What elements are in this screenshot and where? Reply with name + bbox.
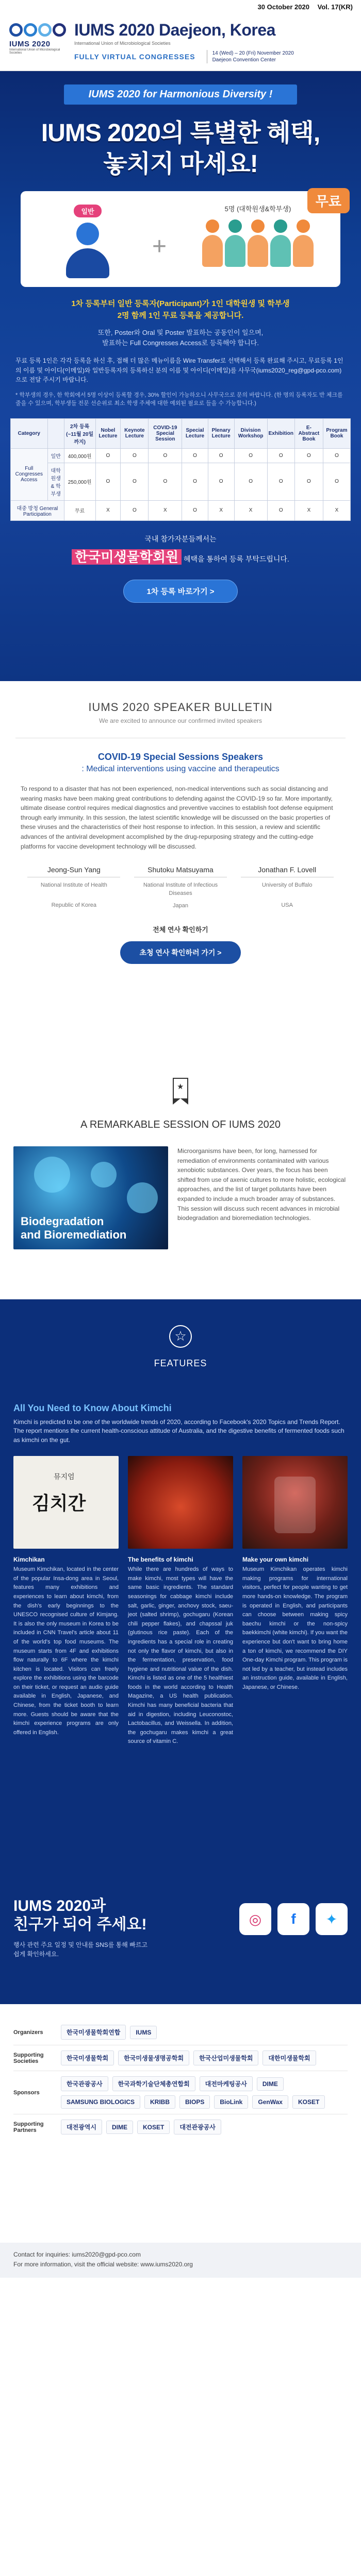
registration-fee-table	[10, 418, 351, 521]
logo-subtext: International Union of Microbiological Societies	[9, 48, 60, 55]
sponsor-logo[interactable]: 대전광역시	[61, 2120, 102, 2134]
promo-line-c: 또한, Poster와 Oral 및 Poster 발표하는 공동인이 일으며,	[97, 329, 264, 336]
promo-line-d: 발표하는 Full Congresses Access로 등록해야 합니다.	[102, 338, 259, 347]
social-title-line2: 친구가 되어 주세요!	[13, 1916, 147, 1933]
iums-logo[interactable]	[9, 20, 67, 64]
table-cell-mark: X	[95, 500, 121, 520]
table-cell-mark: O	[149, 448, 182, 463]
features-section	[0, 1299, 361, 2004]
twitter-icon[interactable]: ✦	[316, 1903, 348, 1935]
speaker-org: University of Buffalo	[261, 882, 313, 889]
remarkable-session	[0, 1042, 361, 1299]
member-claim	[0, 533, 361, 568]
kimchi-column-text: While there are hundreds of ways to make kimchi, most types will have the same basic ingredients. The standard seasonings for cabbage kimchi include salt, garlic, ginger, anchovy stock, saeu-jeot (salted shrimp), gochugaru (Korean chili pepper flakes), and chapssal juk (glutinous rice paste). Each of the ingredients has a special role in creating not only the flavor of kimchi, but also in the fermentation, preservation, food hygiene and nutritional value of the dish. Kimchi is listed as one of the 5 healthiest foods in the world according to Health Magazine, a US health publication. Kimchi has many beneficial bacteria that aid in digestion, including Leuconostoc, Lactobacillus, and Weissella. In addition, the gochugaru makes kimchi a great source of vitamin C.	[128, 1566, 233, 1745]
social-icons	[239, 1903, 348, 1935]
sponsor-row-label: Supporting Societies	[13, 2052, 44, 2064]
sponsor-logo[interactable]: GenWax	[252, 2095, 288, 2109]
header	[0, 13, 361, 71]
table-header: Exhibition	[267, 418, 294, 448]
bulletin-heading-sub: : Medical interventions using vaccine and therapeutics	[81, 765, 280, 773]
kimchi-column-title: The benefits of kimchi	[128, 1556, 193, 1564]
page-title: IUMS 2020 Daejeon, Korea	[74, 21, 275, 39]
table-header	[47, 418, 64, 448]
speaker-card	[134, 866, 227, 909]
sponsor-row	[13, 2071, 348, 2114]
kimchi-column-text: Museum Kimchikan operates kimchi making programs for international visitors, perfect for people wanting to get more hands-on knowledge. The program is operated in English, and participants can choose between making spicy baechu kimchi or the non-spicy baekkimchi (white kimchi). If you want the experience but don't want to bring home a ton of kimchi, we recommend the DIY One-day Kimchi program. This program is not led by a teacher, but instead includes an instruction guide, available in English, Japanese, or Chinese.	[242, 1566, 348, 1690]
event-dates-line1: 14 (Wed) – 20 (Fri) November 2020	[212, 50, 294, 56]
speaker-card	[241, 866, 334, 909]
footer-contact[interactable]: Contact for inquiries: iums2020@gpd-pco.com	[13, 2251, 141, 2258]
table-cell-mark: O	[95, 448, 121, 463]
kimchi-jar-image[interactable]	[242, 1456, 348, 1549]
promo-card	[21, 191, 340, 287]
promo-sub-lines	[0, 328, 361, 348]
header-info	[67, 21, 352, 63]
sponsor-logo[interactable]: KOSET	[137, 2121, 170, 2134]
plus-icon: +	[152, 233, 167, 260]
speaker-card	[27, 866, 120, 909]
table-header: COVID-19 Special Session	[149, 418, 182, 448]
social-text-line2: 쉽게 확인하세요.	[13, 1951, 59, 1958]
table-header: Division Workshop	[234, 418, 267, 448]
table-row	[11, 463, 351, 500]
table-cell-mark: O	[208, 463, 234, 500]
table-cell-mark: O	[182, 448, 208, 463]
sponsor-row-label: Organizers	[13, 2029, 43, 2036]
biodegradation-image[interactable]	[13, 1146, 168, 1249]
kimchi-columns	[13, 1456, 348, 1747]
table-cell-mark: O	[208, 448, 234, 463]
logo-rings-icon	[9, 23, 67, 37]
table-cell-mark: O	[234, 463, 267, 500]
event-venue: Daejeon Convention Center	[212, 57, 276, 63]
image-caption-line2: and Bioremediation	[21, 1228, 127, 1241]
speaker-country: Republic of Korea	[51, 902, 97, 909]
sponsor-row-label: Supporting Partners	[13, 2121, 44, 2133]
speaker-name: Shutoku Matsuyama	[134, 866, 227, 877]
table-cell-category: Full Congresses Access	[11, 448, 48, 500]
promo-general	[41, 205, 134, 278]
sponsor-row	[13, 2114, 348, 2140]
member-claim-line1: 국내 참가자분들께서는	[144, 534, 217, 543]
image-caption-line1: Biodegradation	[21, 1215, 104, 1228]
social-text-line1: 행사 관련 주요 일정 및 안내를 SNS를 통해 빠르고	[13, 1941, 148, 1948]
fully-virtual-label: FULLY VIRTUAL CONGRESSES	[74, 53, 195, 61]
kimchi-column	[128, 1456, 233, 1747]
table-cell-mark: X	[149, 500, 182, 520]
speaker-name: Jeong-Sun Yang	[27, 866, 120, 877]
promo-students	[186, 204, 330, 268]
table-cell-mark: O	[182, 463, 208, 500]
instagram-icon[interactable]: ◎	[239, 1903, 271, 1935]
table-cell-mark: O	[121, 448, 149, 463]
logo-text: IUMS 2020	[9, 39, 51, 48]
table-header: Plenary Lecture	[208, 418, 234, 448]
speaker-bulletin	[0, 681, 361, 1042]
date-strip	[0, 0, 361, 13]
sponsor-logo[interactable]: BIOPS	[179, 2095, 210, 2109]
table-cell-mark: O	[267, 448, 294, 463]
sponsor-logo[interactable]: KOSET	[292, 2095, 325, 2109]
table-cell-mark: O	[121, 463, 149, 500]
hero-ribbon: IUMS 2020 for Harmonious Diversity !	[64, 84, 298, 105]
bulletin-body: To respond to a disaster that has not been experienced, non-medical interventions such as social distancing and wearing masks have been making great contributions to defending against the COVID-19 so far. More importantly, ultimate disease control requires medical diagnostics and preventive vaccines to establish foot defense equipment through early immunity. In this session, the latest scientific knowledge will be discussed on the basic properties of these viruses and the characteristics of their host response to infection. In this session, a review and scientific advances of the antiviral development accomplished by the drug-repurposing strategy and the cutting-edge platforms for vaccine development technology will be discussed.	[21, 785, 333, 850]
table-cell-mark: O	[323, 448, 350, 463]
table-cell-mark: O	[294, 463, 323, 500]
kimchi-column	[242, 1456, 348, 1747]
promo-highlight	[0, 298, 361, 321]
table-header: Special Lecture	[182, 418, 208, 448]
promo-notes: * 학부생의 경우, 한 학회에서 5명 이상이 등록할 경우, 30% 할인이 가능하오니 사무국으로 문의 바랍니다. (한 명의 등록자도 반 체크를 줄을 수 있으며, 학부생들 전문 선순위로 최소 학생 주체에 대한 예외된 필요로 들을 수 가능합니다.)	[15, 392, 343, 407]
issue-date: 30 October 2020	[257, 3, 309, 11]
promo-line-b: 2명 함께 1인 무료 등록을 제공합니다.	[117, 311, 244, 320]
kimchi-column-title: Make your own kimchi	[242, 1556, 309, 1564]
bulletin-heading: COVID-19 Special Sessions Speakers	[97, 752, 264, 762]
sponsor-logo[interactable]: IUMS	[130, 2026, 157, 2039]
facebook-icon[interactable]: f	[277, 1903, 309, 1935]
table-cell-mark: O	[182, 500, 208, 520]
table-header: 2차 등록 (~11월 20일까지)	[64, 418, 95, 448]
remark-title: A REMARKABLE SESSION OF IUMS 2020	[80, 1119, 281, 1130]
table-cell-mark: X	[323, 500, 350, 520]
sponsor-logo[interactable]: 한국관광공사	[61, 2076, 108, 2091]
general-badge: 일반	[74, 205, 101, 217]
kimchi-column-text: Museum Kimchikan, located in the center of the popular Insa-dong area in Seoul, features many exhibitions and experiences to learn about kimchi, from the dish's early beginnings to the UNESCO recognised culture of Kimjang. It is also the only museum in Korea to be included in CNN Travel's article about 11 of the world's top food museums. The museum starts from 4F and exhibitions flow naturally to 6F where the kimchi kitchen is located. Visitors can freely explore the exhibitions using the barcode on their ticket, or request an audio guide available in English, Japanese, and Chinese, from the ticket booth to learn more. Guests should be aware that the kimchi experience programs are only offered in English.	[13, 1566, 119, 1736]
features-label: FEATURES	[154, 1358, 207, 1368]
bookmark-star-icon: ★	[173, 1078, 188, 1098]
table-cell-price: 무료	[64, 500, 95, 520]
table-cell-mark: X	[294, 500, 323, 520]
kimchi-heading: All You Need to Know About Kimchi	[13, 1403, 172, 1413]
promo-hero	[0, 71, 361, 681]
speaker-name: Jonathan F. Lovell	[241, 866, 334, 877]
kimchikan-image[interactable]	[13, 1456, 119, 1549]
event-dates	[207, 50, 294, 63]
sponsor-row-label: Sponsors	[13, 2089, 40, 2096]
table-cell-mark: O	[121, 500, 149, 520]
kimchi-column-title: Kimchikan	[13, 1556, 45, 1564]
table-cell-mark: O	[149, 463, 182, 500]
register-button[interactable]: 1차 등록 바로가기 >	[123, 580, 237, 603]
sponsor-logo[interactable]: 한국미생물학회	[61, 2050, 114, 2065]
kimchi-column	[13, 1456, 119, 1747]
sponsor-logo[interactable]: DIME	[257, 2077, 284, 2091]
table-cell-mark: O	[267, 500, 294, 520]
sponsor-logo[interactable]: SAMSUNG BIOLOGICS	[61, 2095, 140, 2109]
bulletin-subtitle: We are excited to announce our confirmed invited speakers	[99, 717, 262, 724]
sponsor-logo[interactable]: 대전마케팅공사	[200, 2076, 253, 2091]
table-cell-mark: X	[234, 500, 267, 520]
sponsor-row	[13, 2045, 348, 2071]
table-header: Nobel Lecture	[95, 418, 121, 448]
table-cell-mark: O	[323, 463, 350, 500]
sponsors-section	[0, 2004, 361, 2243]
kimchikan-image-text: 김치간	[32, 1493, 86, 1515]
students-label: 5명 (대학원생&학부생)	[224, 205, 291, 213]
table-header: Program Book	[323, 418, 350, 448]
table-cell-mark: O	[234, 448, 267, 463]
table-header: Category	[11, 418, 48, 448]
image-caption	[21, 1215, 126, 1241]
kimchi-intro: Kimchi is predicted to be one of the worldwide trends of 2020, according to Facebook's 2020 Topics and Trends Report. The report mentions the current health-conscious attitude of Australia, and the digestive benefits of fermented foods such as kimchi on the gut.	[13, 1418, 344, 1444]
social-section	[0, 1897, 361, 1959]
table-cell-sub: 대학원생 & 학부생	[47, 463, 64, 500]
promo-line-a: 1차 등록부터 일반 등록자(Participant)가 1인 대학원생 및 학부생	[71, 299, 290, 308]
all-speakers-label: 전체 연사 확인하기	[153, 925, 208, 934]
issue-volume: Vol. 17(KR)	[317, 3, 353, 11]
social-text	[13, 1940, 348, 1959]
sponsor-logo[interactable]: 대전관광공사	[174, 2120, 221, 2134]
table-header: E-Abstract Book	[294, 418, 323, 448]
footer	[0, 2243, 361, 2278]
bulletin-title: IUMS 2020 SPEAKER BULLETIN	[88, 701, 273, 714]
sponsor-logo[interactable]: 한국산업미생물학회	[193, 2050, 258, 2065]
table-row	[11, 500, 351, 520]
hero-headline-line1: IUMS 2020의 특별한 혜택,	[41, 120, 320, 147]
speaker-country: USA	[281, 902, 293, 909]
member-claim-line2: 혜택을 통하여 등록 부탁드립니다.	[183, 554, 289, 563]
speaker-country: Japan	[172, 902, 188, 909]
star-icon: ☆	[169, 1325, 192, 1348]
footer-website[interactable]: For more information, visit the official website: www.iums2020.org	[13, 2261, 193, 2268]
sponsor-logo[interactable]: 한국미생물학회연합	[61, 2025, 126, 2040]
table-cell-sub: 일반	[47, 448, 64, 463]
sponsor-row	[13, 2020, 348, 2045]
social-title-line1: IUMS 2020과	[13, 1897, 106, 1914]
header-subline: International Union of Microbiological Societies	[74, 41, 171, 46]
sponsor-logo[interactable]: KRIBB	[144, 2095, 175, 2109]
sponsor-logo[interactable]: 한국과학기술단체총연합회	[112, 2076, 195, 2091]
table-cell-price: 400,000원	[64, 448, 95, 463]
table-row	[11, 448, 351, 463]
sponsor-logo[interactable]: DIME	[106, 2121, 133, 2134]
person-icon	[66, 223, 109, 278]
speaker-org: National Institute of Health	[40, 882, 107, 889]
kimchi-dish-image[interactable]	[128, 1456, 233, 1549]
member-claim-highlight: 한국미생물학회원	[72, 549, 182, 565]
sponsor-logo[interactable]: BioLink	[214, 2095, 248, 2109]
table-header-row	[11, 418, 351, 448]
table-cell-category: 대중 방청 General Participation	[11, 500, 64, 520]
hero-headline-line2: 놓치지 마세요!	[103, 150, 258, 178]
view-speakers-button[interactable]: 초청 연사 확인하러 가기 >	[120, 941, 241, 964]
table-header: Keynote Lecture	[121, 418, 149, 448]
table-cell-mark: O	[267, 463, 294, 500]
students-group-icon	[186, 219, 330, 268]
table-cell-mark: O	[95, 463, 121, 500]
speaker-list	[21, 866, 340, 909]
sponsor-logo[interactable]: 대한미생물학회	[262, 2050, 316, 2065]
table-cell-mark: O	[294, 448, 323, 463]
table-cell-mark: X	[208, 500, 234, 520]
table-cell-price: 250,000원	[64, 463, 95, 500]
free-badge: 무료	[307, 188, 350, 213]
hero-headline	[0, 118, 361, 180]
promo-paragraph: 무료 등록 1인은 각각 등록을 하신 후, 접해 더 많은 메뉴이름을 Wire Transfer로 선택해서 등록 완료해 주시고, 무료등록 1인의 이름 및 아이디(이메일)와 일반등록자의 등록하신 분의 이름 및 아이디(이메일)를 사무국(iums2020_reg@gpd-pco.com)으로 전달 주시기 바랍니다.	[15, 357, 343, 384]
kimchikan-image-small-text: 뮤지엄	[54, 1473, 75, 1482]
sponsor-logo[interactable]: 한국미생물생명공학회	[118, 2050, 189, 2065]
remark-text: Microorganisms have been, for long, harnessed for remediation of environments contaminated with various xenobiotic substances. Over years, the focus has been shifted from use of axenic cultures to more holistic, ecological approaches, and the list of target pollutants have been expanded to include a much broader array of substances. This session will discuss such recent advances in microbial biodegradation and bioremediation technologies.	[177, 1147, 346, 1222]
speaker-org: National Institute of Infectious Diseases	[143, 882, 218, 896]
